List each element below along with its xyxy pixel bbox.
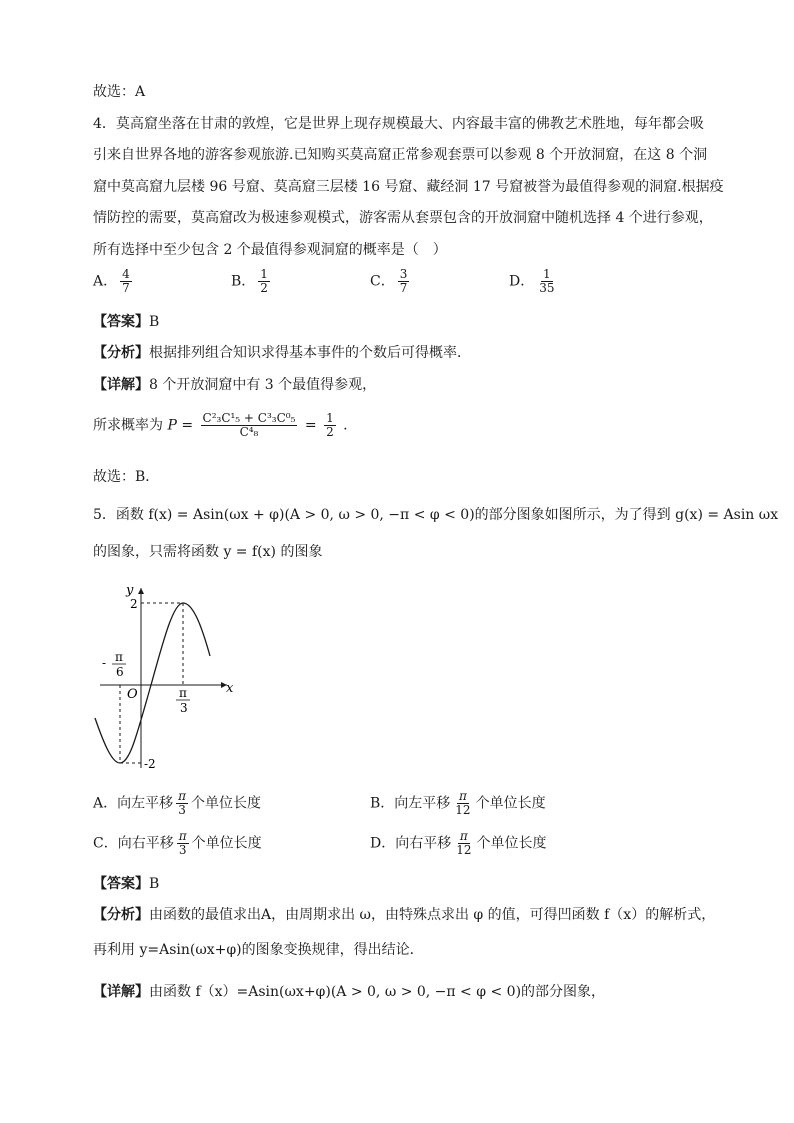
y-axis-arrow — [138, 588, 144, 594]
option-b: B． $\frac{1}{2}$ — [231, 267, 268, 295]
q5-analysis-line-2: 再利用 y=Asin(ωx+φ)的图象变换规律，得出结论． — [93, 942, 424, 958]
answer-line: 【答案】B — [93, 314, 160, 330]
option-c: C． $\frac{3}{7}$ — [370, 267, 408, 295]
q5-option-d: D．向右平移 $\frac{\pi}{12}$ 个单位长度 — [370, 829, 547, 857]
question-5-line-2: 的图象，只需将函数 y = f(x) 的图象 — [93, 544, 323, 560]
option-d: D． $\frac{1}{35}$ — [509, 267, 555, 295]
question-4-line-3: 窟中莫高窟九层楼 96 号窟、莫高窟三层楼 16 号窟、藏经洞 17 号窟被誉为最值得参观的洞窟.根据疫 — [93, 179, 724, 195]
option-a-num: 4 — [122, 267, 130, 281]
origin-label: O — [127, 687, 138, 702]
question-4-line-1: 4．莫高窟坐落在甘肃的敦煌，它是世界上现存规模最大、内容最丰富的佛教艺术胜地，每年都会吸 — [93, 116, 704, 132]
y-axis-label: y — [126, 583, 134, 598]
right-tick-den: 3 — [180, 701, 188, 715]
q5-detail-line: 【详解】由函数 f（x）=Asin(ωx+φ)(A > 0, ω > 0, −π < φ < 0)的部分图象， — [93, 984, 606, 1000]
y-min-label: -2 — [144, 757, 156, 771]
option-c-den: 7 — [399, 281, 408, 295]
y-max-label: 2 — [130, 597, 138, 611]
option-b-num: 1 — [260, 267, 268, 281]
prob-numerator: C²₃C¹₅ + C³₃C⁰₅ — [202, 411, 296, 425]
x-axis-label: x — [226, 681, 234, 696]
question-4-line-4: 情防控的需要，莫高窟改为极速参观模式，游客需从套票包含的开放洞窟中随机选择 4 个进行参观， — [93, 210, 713, 226]
q5-answer-line: 【答案】B — [93, 876, 160, 892]
function-graph — [90, 578, 240, 774]
select-line-2: 故选：B． — [93, 469, 160, 485]
option-a: A． $\frac{4}{7}$ — [93, 267, 130, 295]
q5-option-b: B．向左平移 $\frac{\pi}{12}$ 个单位长度 — [370, 789, 546, 817]
analysis-line: 【分析】根据排列组合知识求得基本事件的个数后可得概率． — [93, 345, 471, 361]
option-c-num: 3 — [399, 267, 408, 281]
q5-option-c: C．向右平移 $\frac{\pi}{3}$ 个单位长度 — [93, 829, 262, 857]
option-a-den: 7 — [122, 281, 130, 295]
left-tick-sign: - — [102, 656, 107, 670]
question-4-line-5: 所有选择中至少包含 2 个最值得参观洞窟的概率是（ ） — [93, 242, 447, 258]
sine-curve — [95, 603, 210, 763]
left-tick-num: π — [115, 650, 123, 664]
detail-line: 【详解】8 个开放洞窟中有 3 个最值得参观， — [93, 377, 377, 393]
option-d-den: 35 — [539, 281, 555, 295]
probability-formula: 所求概率为 P = $\frac{\text{C²₃C¹₅ + C³₃C⁰₅}}{\text{C⁴₈}}$ = $\frac{1}{2}$ . — [93, 411, 348, 439]
option-b-den: 2 — [260, 281, 268, 295]
right-tick-num: π — [179, 686, 187, 700]
prob-denominator: C⁴₈ — [239, 425, 259, 439]
select-line: 故选：A — [93, 84, 146, 100]
left-tick-den: 6 — [116, 665, 124, 679]
q5-analysis-line-1: 【分析】由函数的最值求出A，由周期求出 ω，由特殊点求出 φ 的值，可得凹函数 f（x）的解析式， — [93, 907, 716, 923]
question-5-line-1: 5．函数 f(x) = Asin(ωx + φ)(A > 0, ω > 0, −π < φ < 0)的部分图象如图所示，为了得到 g(x) = Asin ωx — [93, 507, 779, 523]
option-d-num: 1 — [543, 267, 551, 281]
q5-option-a: A．向左平移 $\frac{\pi}{3}$ 个单位长度 — [93, 789, 262, 817]
question-4-line-2: 引来自世界各地的游客参观旅游.已知购买莫高窟正常参观套票可以参观 8 个开放洞窟，在这 8 个洞 — [93, 147, 708, 163]
